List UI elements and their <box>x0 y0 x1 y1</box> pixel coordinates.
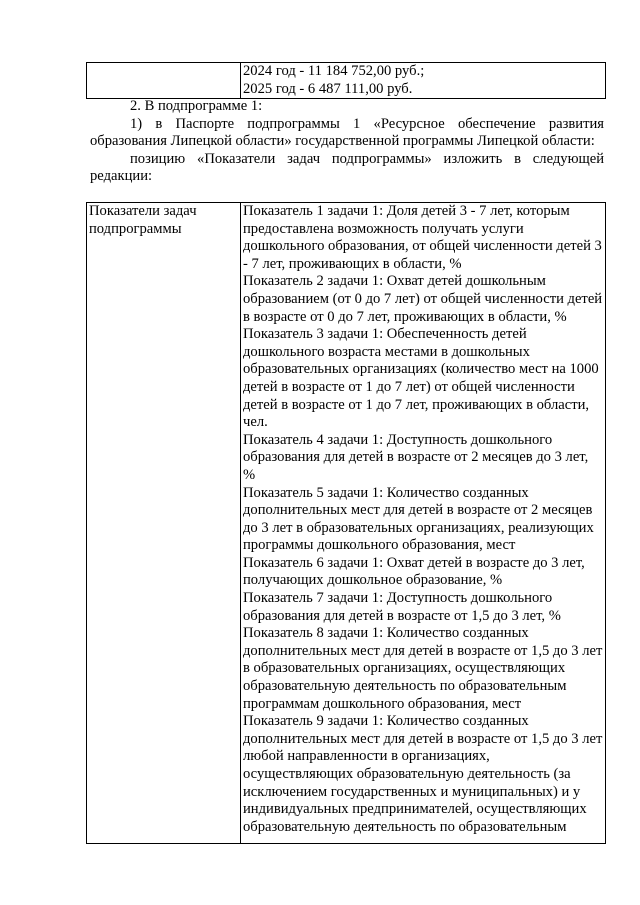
section-heading: 2. В подпрограмме 1: <box>130 98 263 114</box>
indicator-8: Показатель 8 задачи 1: Количество созданных дополнительных мест для детей в возрасте от 1,5 до 3 лет в образовательных организациях, осуществляющих образовательную деятельность по образовательным программам дошкольного образования, мест <box>243 625 603 712</box>
table-row <box>87 203 606 844</box>
indicator-1: Показатель 1 задачи 1: Доля детей 3 - 7 лет, которым предоставлена возможность получать услуги дошкольного образования, от общей численности детей 3 - 7 лет, проживающих в области, % <box>243 203 602 272</box>
indicator-6: Показатель 6 задачи 1: Охват детей в возрасте до 3 лет, получающих дошкольное образование, % <box>243 554 585 589</box>
indicators-label-cell: Показатели задач подпрограммы <box>87 203 241 844</box>
indicator-7: Показатель 7 задачи 1: Доступность дошкольного образования для детей в возрасте от 1,5 до 3 лет, % <box>243 590 561 624</box>
indicator-3: Показатель 3 задачи 1: Обеспеченность детей дошкольного возраста местами в дошкольных образовательных организациях (количество мест на 1000 детей в возрасте от 1 до 7 лет) от общей численности детей в возрасте от 1 до 7 лет, проживающих в области, чел. <box>243 326 599 431</box>
indicator-2: Показатель 2 задачи 1: Охват детей дошкольным образованием (от 0 до 7 лет) от общей численности детей в возрасте от 0 до 7 лет, проживающих в области, % <box>243 273 603 325</box>
funding-table <box>86 62 606 99</box>
amendment-text <box>90 98 604 186</box>
indicators-list-cell <box>241 203 606 844</box>
funding-table-left-cell <box>87 63 241 99</box>
indicators-table <box>86 202 606 844</box>
indicator-5: Показатель 5 задачи 1: Количество созданных дополнительных мест для детей в возрасте от 2 месяцев до 3 лет в образовательных организациях, реализующих программы дошкольного образования, мест <box>243 484 594 554</box>
paragraph-passport: 1) в Паспорте подпрограммы 1 «Ресурсное обеспечение развития образования Липецкой области» государственной программы Липецкой области: <box>90 115 604 150</box>
funding-2024: 2024 год - 11 184 752,00 руб.; <box>243 63 425 79</box>
indicator-4: Показатель 4 задачи 1: Доступность дошкольного образования для детей в возрасте от 2 месяцев до 3 лет, % <box>243 431 589 483</box>
paragraph-position: позицию «Показатели задач подпрограммы» изложить в следующей редакции: <box>90 150 604 185</box>
funding-table-right-cell <box>241 63 606 99</box>
funding-2025: 2025 год - 6 487 111,00 руб. <box>243 80 413 97</box>
indicator-9: Показатель 9 задачи 1: Количество созданных дополнительных мест для детей в возрасте от 1,5 до 3 лет любой направленности в организациях, осуществляющих образовательную деятельность (за исключением государственных и муниципальных) и у индивидуальных предпринимателей, осуществляющих образовательную деятельность по образовательным <box>243 713 603 835</box>
table-row <box>87 63 606 99</box>
